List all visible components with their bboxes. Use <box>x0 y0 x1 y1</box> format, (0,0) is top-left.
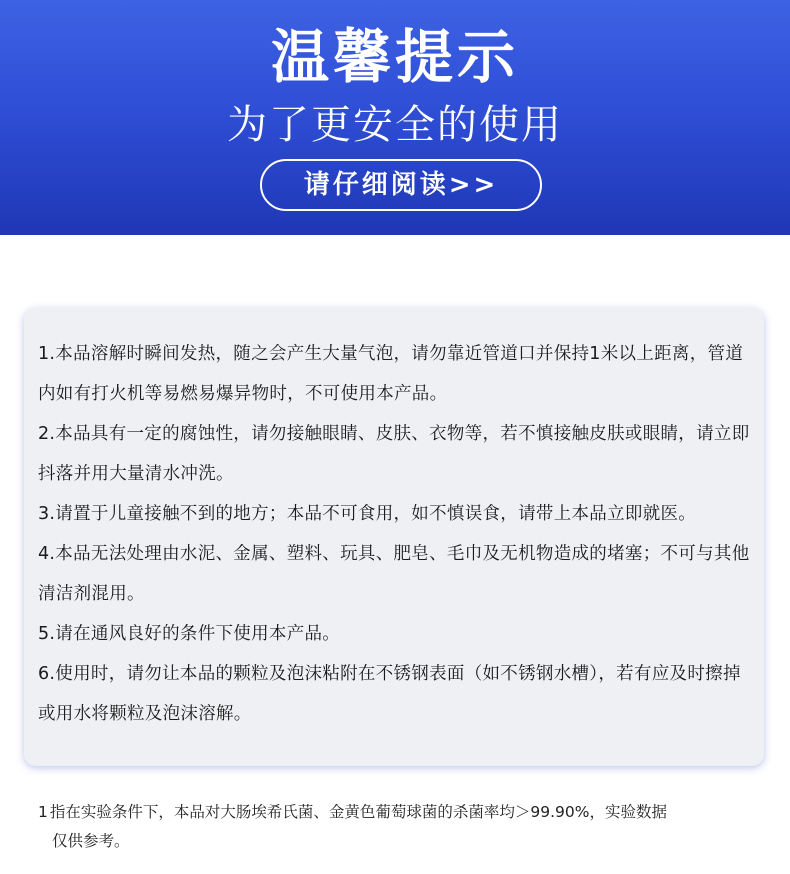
footnote-line-2: 仅供参考。 <box>52 832 130 850</box>
banner-subtitle: 为了更安全的使用 <box>227 102 563 148</box>
read-carefully-button[interactable]: 请仔细阅读>> <box>260 159 542 211</box>
footnote <box>38 798 768 856</box>
footnote-text-1: 指在实验条件下，本品对大肠埃希氏菌、金黄色葡萄球菌的杀菌率均＞99.90%，实验数据 <box>49 803 667 821</box>
notice-item-3: 3.请置于儿童接触不到的地方；本品不可食用，如不慎误食，请带上本品立即就医。 <box>38 504 697 524</box>
notice-item-2: 2.本品具有一定的腐蚀性，请勿接触眼睛、皮肤、衣物等，若不慎接触皮肤或眼睛，请立即抖落并用大量清水冲洗。 <box>38 424 750 484</box>
notice-item-5: 5.请在通风良好的条件下使用本产品。 <box>38 624 341 644</box>
footnote-line-1 <box>38 798 768 827</box>
banner-title: 温馨提示 <box>270 23 519 91</box>
notice-card <box>24 308 764 766</box>
notice-item-4: 4.本品无法处理由水泥、金属、塑料、玩具、肥皂、毛巾及无机物造成的堵塞；不可与其他清洁剂混用。 <box>38 544 750 604</box>
header-banner <box>0 0 790 235</box>
notice-item-1: 1.本品溶解时瞬间发热，随之会产生大量气泡，请勿靠近管道口并保持1米以上距离，管道内如有打火机等易燃易爆异物时，不可使用本产品。 <box>38 344 744 404</box>
footnote-marker: 1 <box>38 803 48 821</box>
notice-item-6: 6.使用时，请勿让本品的颗粒及泡沫粘附在不锈钢表面（如不锈钢水槽），若有应及时擦掉或用水将颗粒及泡沫溶解。 <box>38 664 741 724</box>
